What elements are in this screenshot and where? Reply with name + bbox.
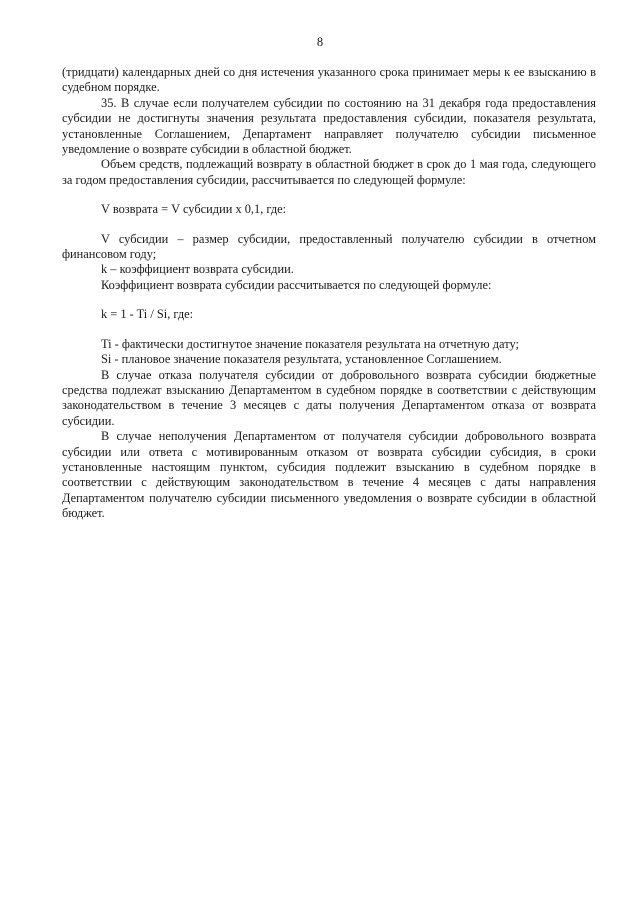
paragraph-refusal-case: В случае отказа получателя субсидии от добровольного возврата субсидии бюджетные средства подлежат взысканию Департаментом в судебном порядке в соответствии с действующим законодательством в течение 3 месяцев с даты получения Департаментом отказа от возврата субсидии. [62,367,596,428]
paragraph-k-definition: k – коэффициент возврата субсидии. [101,262,294,277]
paragraph-continuation: (тридцати) календарных дней со дня истечения указанного срока принимает меры к ее взысканию в судебном порядке. [62,65,596,95]
paragraph-non-receipt-case: В случае неполучения Департаментом от получателя субсидии добровольного возврата субсидии или ответа с мотивированным отказом от возврата субсидии субсидия, в сроки установленные настоящим пунктом, субсидия подлежит взысканию в судебном порядке в соответствии с действующим законодательством в течение 4 месяцев с даты направления Департаментом получателю субсидии письменного уведомления о возврате субсидии в областной бюджет. [62,429,596,521]
paragraph-ti-definition: Ti - фактически достигнутое значение показателя результата на отчетную дату; [101,336,519,351]
paragraph-refund-amount: Объем средств, подлежащий возврату в областной бюджет в срок до 1 мая года, следующего за годом предоставления субсидии, рассчитывается по следующей формуле: [62,157,596,187]
paragraph-clause-35: 35. В случае если получателем субсидии по состоянию на 31 декабря года предоставления субсидии не достигнуты значения результата предоставления субсидии, показателя результата, установленные Соглашением, Департамент направляет получателю субсидии письменное уведомление о возврате субсидии в областной бюджет. [62,95,596,157]
formula-coefficient: k = 1 - Ti / Si, где: [101,307,194,322]
formula-refund-volume: V возврата = V субсидии х 0,1, где: [101,202,287,217]
paragraph-v-subsidy-definition: V субсидии – размер субсидии, предоставленный получателю субсидии в отчетном финансовом году; [62,231,596,262]
document-body [62,65,596,522]
page-number: 8 [316,35,324,49]
paragraph-coefficient-intro: Коэффициент возврата субсидии рассчитывается по следующей формуле: [101,277,492,292]
paragraph-si-definition: Si - плановое значение показателя результата, установленное Соглашением. [101,352,502,367]
